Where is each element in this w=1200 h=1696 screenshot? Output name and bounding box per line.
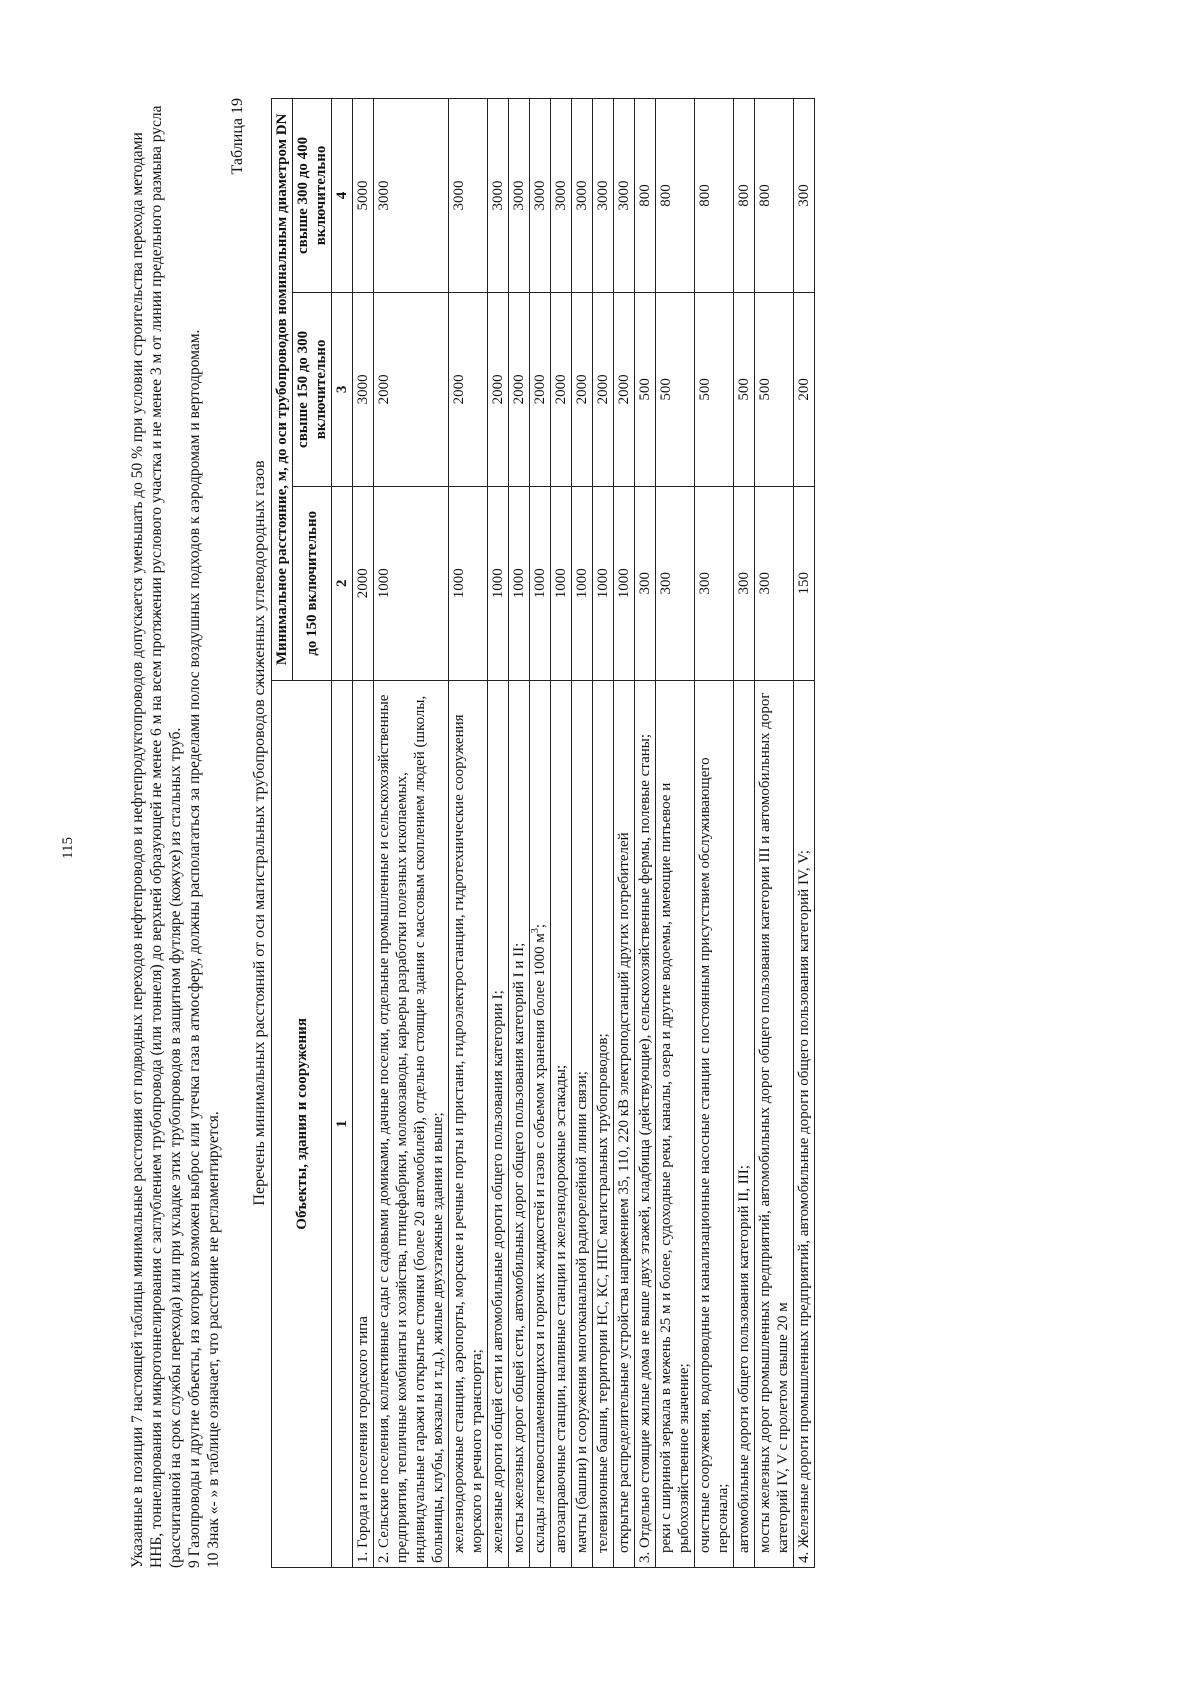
row-object-text: 2. Сельские поселения, коллективные сады с садовыми домиками, дачные поселки, отдельные промышленные и сельскохозяйственные предприятия, тепличные комбинаты и хозяйства, птицефабрики, молокозаводы, карьеры разработки полезных ископаемых, индивидуальные гаражи и открытые стоянки (более 20 автомобилей), отдельно стоящие здания с массовым скоплением людей (школы, больницы, клубы, вокзалы и т.д.), жилые двухэтажные здания и выше; — [376, 694, 446, 1563]
distance-cell: 1000 — [551, 486, 572, 680]
distance-cell: 3000 — [509, 99, 530, 293]
distance-cell: 500 — [755, 292, 794, 486]
distance-cell: 500 — [656, 292, 695, 486]
note-paragraph: 9 Газопроводы и другие объекты, из которых возможен выброс или утечка газа в атмосферу, должны располагаться за пределами полос воздушных подходов к аэродромам и вертодромам. — [186, 329, 203, 1568]
distance-cell: 2000 — [593, 292, 614, 486]
table-row — [794, 99, 815, 1568]
row-object-name — [374, 680, 449, 1567]
distance-cell: 800 — [755, 99, 794, 293]
distance-table — [271, 98, 815, 1568]
table-row — [734, 99, 755, 1568]
table-row — [530, 99, 551, 1568]
row-object-name — [794, 680, 815, 1567]
distance-cell: 3000 — [614, 99, 635, 293]
page-content — [128, 98, 815, 1568]
header-distance-group: Минимальное расстояние, м, до оси трубопроводов номинальным диаметром DN — [272, 99, 293, 681]
row-object-name — [509, 680, 530, 1567]
row-object-name — [551, 680, 572, 1567]
row-object-text: реки с шириной зеркала в межень 25 м и более, судоходные реки, каналы, озера и другие водоемы, имеющие питьевое и рыбохозяйственное значение; — [658, 782, 692, 1553]
row-object-name — [635, 680, 656, 1567]
header-objects: Объекты, здания и сооружения — [272, 680, 332, 1567]
column-index: 3 — [332, 292, 353, 486]
row-object-text: автозаправочные станции, наливные станции и железнодорожные эстакады; — [553, 1064, 569, 1553]
distance-cell: 800 — [734, 99, 755, 293]
row-object-name — [530, 680, 551, 1567]
distance-cell: 1000 — [449, 486, 488, 680]
row-object-text: очистные сооружения, водопроводные и канализационные насосные станции с постоянным присутствием обслуживающего персонала; — [697, 757, 731, 1553]
distance-cell: 2000 — [551, 292, 572, 486]
table-row — [488, 99, 509, 1568]
distance-cell: 1000 — [374, 486, 449, 680]
distance-cell: 2000 — [488, 292, 509, 486]
row-object-text: автомобильные дороги общего пользования категорий II, III; — [736, 1165, 752, 1553]
row-object-text: железные дороги общей сети и автомобильные дороги общего пользования категории I; — [490, 990, 506, 1553]
distance-cell: 2000 — [614, 292, 635, 486]
row-object-text: мосты железных дорог общей сети, автомобильных дорог общего пользования категорий I и II; — [511, 942, 527, 1553]
row-object-name — [593, 680, 614, 1567]
table-body — [353, 99, 815, 1568]
row-object-text: телевизионные башни, территории НС, КС, НПС магистральных трубопроводов; — [595, 1033, 611, 1553]
row-object-name — [488, 680, 509, 1567]
header-col-2: до 150 включительно — [293, 486, 332, 680]
notes-block — [128, 98, 223, 1568]
row-object-text: мачты (башни) и сооружения многоканальной радиорелейной линии связи; — [574, 1071, 590, 1553]
distance-cell: 3000 — [530, 99, 551, 293]
header-col-3: свыше 150 до 300 включительно — [293, 292, 332, 486]
distance-cell: 2000 — [449, 292, 488, 486]
table-row — [449, 99, 488, 1568]
row-object-name — [656, 680, 695, 1567]
table-row — [509, 99, 530, 1568]
distance-cell: 300 — [635, 486, 656, 680]
row-object-tail: ; — [532, 923, 548, 929]
distance-cell: 1000 — [572, 486, 593, 680]
distance-cell: 1000 — [530, 486, 551, 680]
superscript: 3 — [530, 928, 541, 934]
distance-cell: 300 — [695, 486, 734, 680]
table-row — [353, 99, 374, 1568]
row-object-name — [755, 680, 794, 1567]
row-object-name — [734, 680, 755, 1567]
distance-cell: 1000 — [614, 486, 635, 680]
row-object-text: мосты железных дорог промышленных предприятий, автомобильных дорог общего пользования категории III и автомобильных дорог категорий IV, V с пролетом свыше 20 м — [757, 692, 791, 1553]
distance-cell: 150 — [794, 486, 815, 680]
row-object-name — [449, 680, 488, 1567]
distance-cell: 1000 — [509, 486, 530, 680]
distance-cell: 800 — [695, 99, 734, 293]
distance-cell: 300 — [794, 99, 815, 293]
table-label: Таблица 19 — [229, 98, 246, 175]
distance-cell: 300 — [734, 486, 755, 680]
table-row — [695, 99, 734, 1568]
note-paragraph: Указанные в позиции 7 настоящей таблицы минимальные расстояния от подводных переходов нефтепроводов и нефтепродуктопроводов допускается уменьшать до 50 % при условии строительства перехода методами ННБ, тоннелирования и микротоннелирования с заглублением трубопровода (или тоннеля) до верхней образующей не менее 6 м на всем протяжении руслового участка и не менее 3 м от линии предельного размыва русла (рассчитанной на срок службы перехода) или при укладке этих трубопроводов в защитном футляре (кожухе) из стальных труб. — [129, 105, 184, 1568]
distance-cell: 5000 — [353, 99, 374, 293]
distance-cell: 300 — [755, 486, 794, 680]
row-object-text: 4. Железные дороги промышленных предприятий, автомобильные дороги общего пользования категорий IV, V; — [796, 850, 812, 1563]
distance-cell: 3000 — [353, 292, 374, 486]
row-object-text: 1. Города и поселения городского типа — [355, 1316, 371, 1563]
distance-cell: 500 — [635, 292, 656, 486]
table-row — [635, 99, 656, 1568]
distance-cell: 1000 — [593, 486, 614, 680]
header-col-4: свыше 300 до 400 включительно — [293, 99, 332, 293]
note-paragraph: 10 Знак «- » в таблице означает, что расстояние не регламентируется. — [205, 1111, 222, 1568]
page-number: 115 — [60, 837, 76, 859]
distance-cell: 3000 — [593, 99, 614, 293]
distance-cell: 2000 — [530, 292, 551, 486]
distance-cell: 3000 — [551, 99, 572, 293]
table-row — [572, 99, 593, 1568]
row-object-text: 3. Отдельно стоящие жилые дома не выше двух этажей, кладбища (действующие), сельскохозяйственные фермы, полевые станы; — [637, 733, 653, 1563]
distance-cell: 3000 — [374, 99, 449, 293]
distance-cell: 3000 — [449, 99, 488, 293]
distance-cell: 500 — [695, 292, 734, 486]
table-row — [593, 99, 614, 1568]
row-object-text: склады легковоспламеняющихся и горючих жидкостей и газов с объемом хранения более 1000 м — [532, 933, 548, 1553]
distance-cell: 1000 — [488, 486, 509, 680]
row-object-name — [353, 680, 374, 1567]
row-object-name — [572, 680, 593, 1567]
distance-cell: 2000 — [353, 486, 374, 680]
table-caption: Перечень минимальных расстояний от оси магистральных трубопроводов сжиженных углеводородных газов — [251, 460, 268, 1206]
table-row — [551, 99, 572, 1568]
distance-cell: 300 — [656, 486, 695, 680]
table-row — [374, 99, 449, 1568]
row-object-text: железнодорожные станции, аэропорты, морские и речные порты и пристани, гидроэлектростанции, гидротехнические сооружения морского и речного транспорта; — [451, 714, 485, 1553]
table-row — [614, 99, 635, 1568]
table-row — [656, 99, 695, 1568]
distance-cell: 500 — [734, 292, 755, 486]
row-object-text: открытые распределительные устройства напряжением 35, 110, 220 кВ электроподстанций других потребителей — [616, 832, 632, 1553]
distance-cell: 2000 — [374, 292, 449, 486]
distance-cell: 200 — [794, 292, 815, 486]
distance-cell: 800 — [635, 99, 656, 293]
column-index: 4 — [332, 99, 353, 293]
column-index: 2 — [332, 486, 353, 680]
row-object-name — [614, 680, 635, 1567]
distance-cell: 800 — [656, 99, 695, 293]
table-row — [755, 99, 794, 1568]
column-index: 1 — [332, 680, 353, 1567]
distance-cell: 3000 — [488, 99, 509, 293]
row-object-name — [695, 680, 734, 1567]
distance-cell: 2000 — [509, 292, 530, 486]
distance-cell: 2000 — [572, 292, 593, 486]
distance-cell: 3000 — [572, 99, 593, 293]
